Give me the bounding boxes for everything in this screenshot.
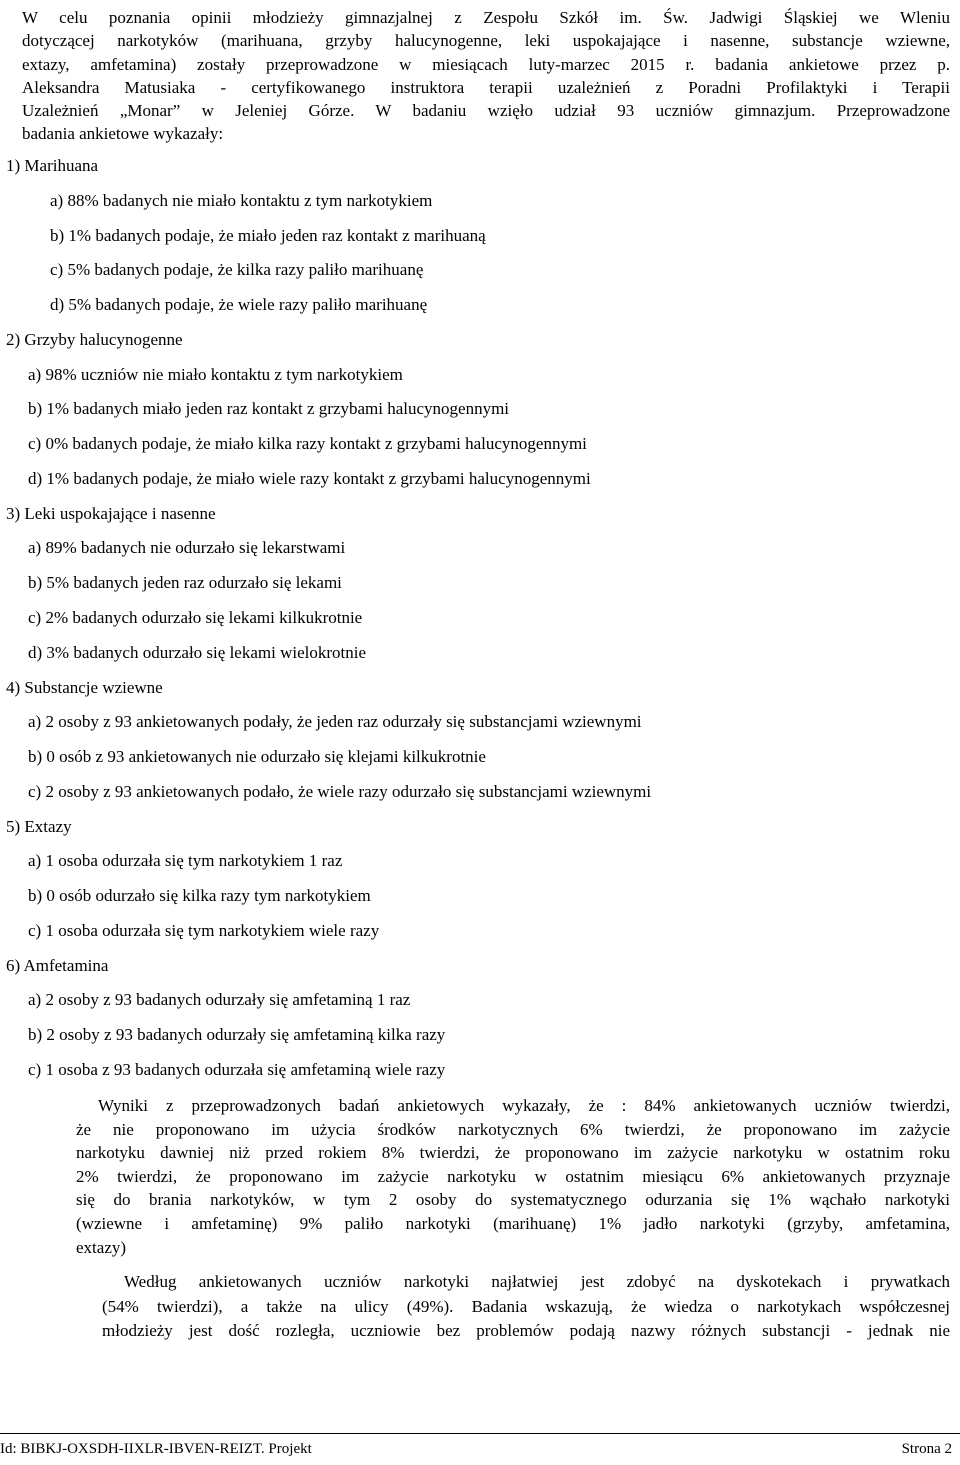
availability-line: Według ankietowanych uczniów narkotyki najłatwiej jest zdobyć na dyskotekach i prywatkach (124, 1272, 950, 1291)
list-item: c) 1 osoba z 93 badanych odurzała się amfetaminą wiele razy (28, 1060, 446, 1079)
results-line: że nie proponowano im użycia środków narkotycznych 6% twierdzi, że proponowano im zażycie (76, 1119, 950, 1139)
list-item: b) 0 osób odurzało się kilka razy tym narkotykiem (28, 886, 371, 905)
availability-line: młodzieży jest dość rozległa, uczniowie bez problemów podają nazwy różnych substancji - jednak nie (102, 1321, 950, 1340)
list-item: a) 89% badanych nie odurzało się lekarstwami (28, 538, 346, 557)
list-item: d) 3% badanych odurzało się lekami wielokrotnie (28, 643, 366, 662)
list-item: a) 98% uczniów nie miało kontaktu z tym narkotykiem (28, 365, 403, 384)
section-heading-leki: 3) Leki uspokajające i nasenne (6, 504, 216, 523)
list-item: b) 5% badanych jeden raz odurzało się lekami (28, 573, 342, 592)
section-heading-substancje: 4) Substancje wziewne (6, 678, 163, 697)
section-heading-grzyby: 2) Grzyby halucynogenne (6, 330, 183, 349)
footer-document-id: Id: BIBKJ-OXSDH-IIXLR-IBVEN-REIZT. Projekt (0, 1441, 312, 1457)
intro-line: badania ankietowe wykazały: (22, 124, 224, 144)
intro-paragraph (22, 6, 950, 146)
availability-paragraph (102, 1270, 950, 1344)
footer-page-number: Strona 2 (901, 1441, 952, 1457)
intro-line: dotyczącej narkotyków (marihuana, grzyby halucynogenne, leki uspokajające i nasenne, substancje wziewne, (22, 31, 950, 51)
list-item: b) 1% badanych podaje, że miało jeden raz kontakt z marihuaną (50, 226, 486, 245)
list-item: a) 1 osoba odurzała się tym narkotykiem 1 raz (28, 851, 343, 870)
list-item: b) 1% badanych miało jeden raz kontakt z grzybami halucynogennymi (28, 399, 510, 418)
results-paragraph (76, 1094, 950, 1259)
list-item: b) 2 osoby z 93 badanych odurzały się amfetaminą kilka razy (28, 1025, 446, 1044)
list-item: c) 2 osoby z 93 ankietowanych podało, że wiele razy odurzało się substancjami wziewnymi (28, 782, 652, 801)
intro-line: extazy, amfetamina) zostały przeprowadzone w miesiącach luty-marzec 2015 r. badania ankietowe przez p. (22, 54, 950, 74)
intro-line: Aleksandra Matusiaka - certyfikowanego instruktora terapii uzależnień z Poradni Profilaktyki i Terapii (22, 77, 950, 97)
section-heading-extazy: 5) Extazy (6, 817, 72, 836)
section-heading-amfetamina: 6) Amfetamina (6, 956, 109, 975)
list-item: a) 88% badanych nie miało kontaktu z tym narkotykiem (50, 191, 433, 210)
list-item: d) 1% badanych podaje, że miało wiele razy kontakt z grzybami halucynogennymi (28, 469, 591, 488)
results-line: (wziewne i amfetaminę) 9% paliło narkotyki (marihuanę) 1% jadło narkotyki (grzyby, amfetamina, (76, 1213, 950, 1233)
list-item: c) 2% badanych odurzało się lekami kilkukrotnie (28, 608, 363, 627)
footer-divider (0, 1433, 960, 1434)
list-item: c) 0% badanych podaje, że miało kilka razy kontakt z grzybami halucynogennymi (28, 434, 587, 453)
results-line: narkotyku dawniej niż przed rokiem 8% twierdzi, że proponowano im zażycie narkotyku w ostatnim roku (76, 1143, 950, 1163)
list-item: a) 2 osoby z 93 badanych odurzały się amfetaminą 1 raz (28, 990, 411, 1009)
list-item: d) 5% badanych podaje, że wiele razy paliło marihuanę (50, 295, 428, 314)
intro-line: Uzależnień „Monar” w Jeleniej Górze. W badaniu wzięło udział 93 uczniów gimnazjum. Przeprowadzone (22, 101, 950, 121)
results-line: extazy) (76, 1237, 127, 1257)
list-item: a) 2 osoby z 93 ankietowanych podały, że jeden raz odurzały się substancjami wziewnymi (28, 712, 642, 731)
results-line: 2% twierdzi, że proponowano im zażycie narkotyku w ostatnim miesiącu 6% ankietowanych przyznaje (76, 1166, 950, 1186)
section-heading-marihuana: 1) Marihuana (6, 156, 99, 175)
results-line: się do brania narkotyków, w tym 2 osoby do systematycznego odurzania się 1% wąchało narkotyki (76, 1190, 950, 1210)
availability-line: (54% twierdzi), a także na ulicy (49%). Badania wskazują, że wiedza o narkotykach współczesnej (102, 1296, 950, 1316)
list-item: c) 5% badanych podaje, że kilka razy paliło marihuanę (50, 260, 424, 279)
list-item: b) 0 osób z 93 ankietowanych nie odurzało się klejami kilkukrotnie (28, 747, 486, 766)
list-item: c) 1 osoba odurzała się tym narkotykiem wiele razy (28, 921, 380, 940)
results-line: Wyniki z przeprowadzonych badań ankietowych wykazały, że : 84% ankietowanych uczniów twierdzi, (98, 1096, 950, 1115)
intro-line: W celu poznania opinii młodzieży gimnazjalnej z Zespołu Szkół im. Św. Jadwigi Śląskiej we Wleniu (22, 8, 950, 27)
